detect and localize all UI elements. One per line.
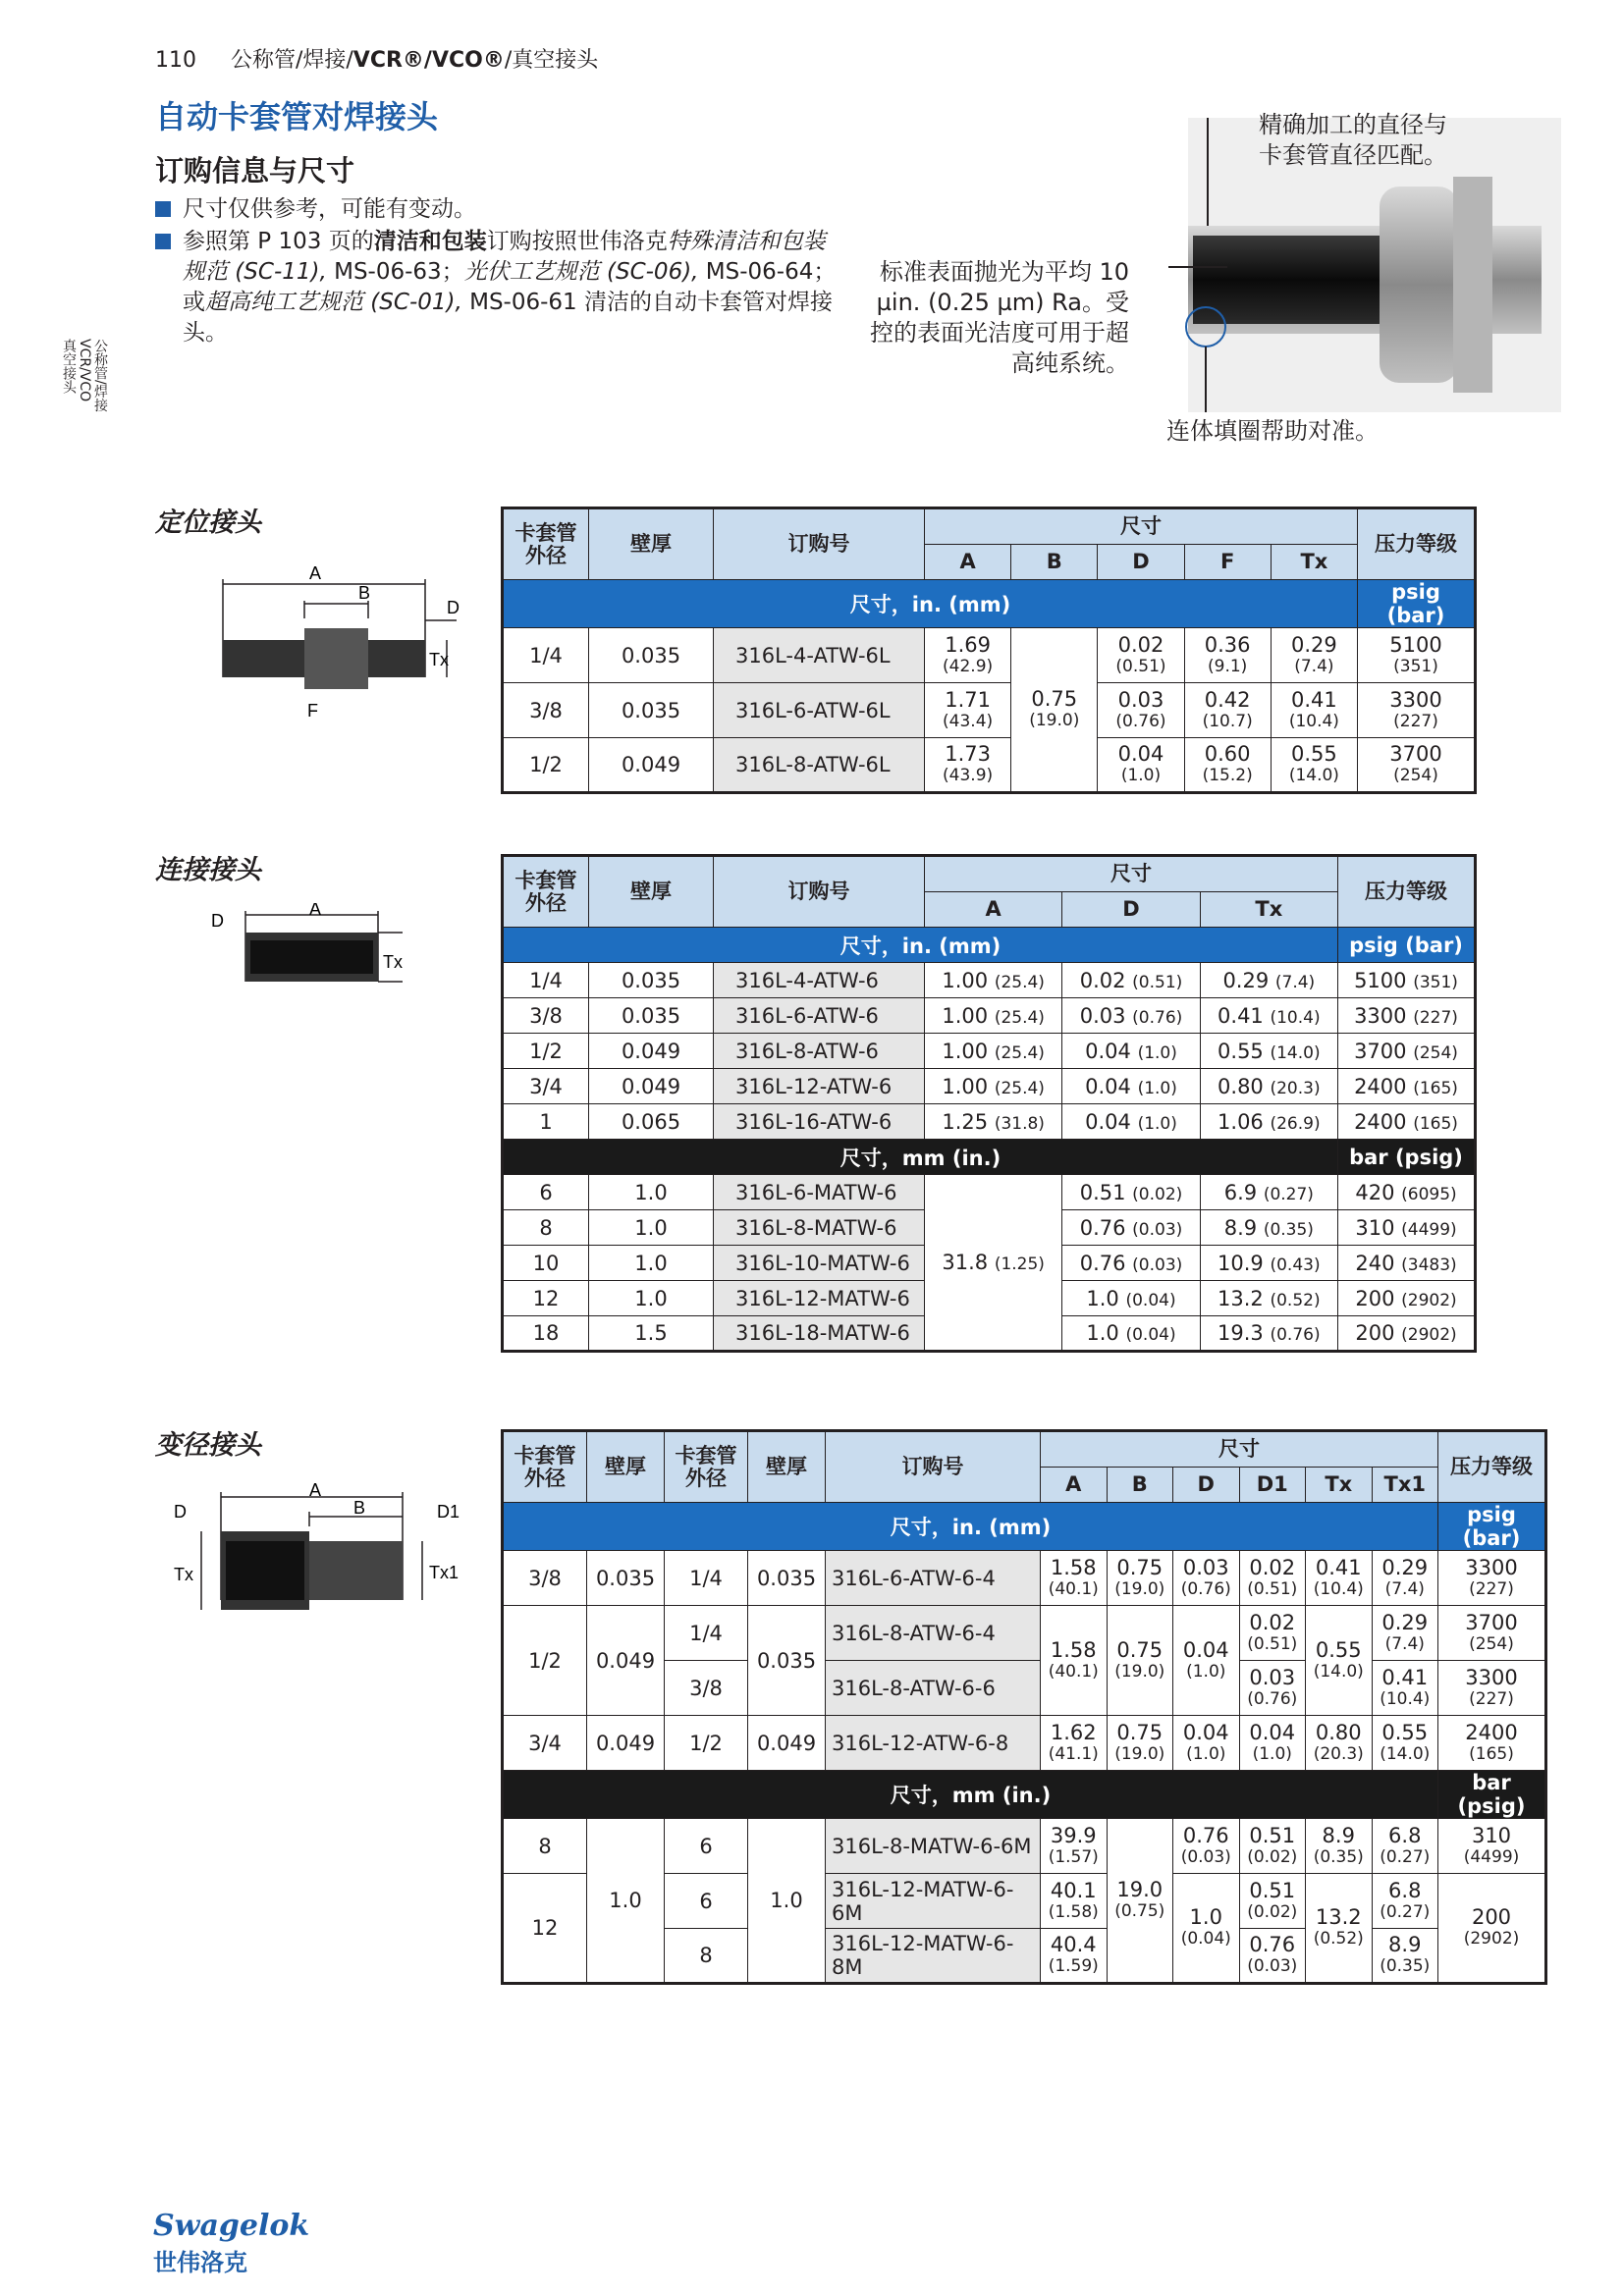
dim-tx-label: Tx <box>383 952 403 972</box>
table-row: 3/8 0.035 1/4 0.035 316L-6-ATW-6-4 1.58 (40.1) 0.75 (19.0) 0.03 (0.76) 0.02 (0.51) 0.41 (10.4) 0.29 (7.4) 3300 (227) <box>503 1551 1546 1606</box>
union-table: 卡套管外径 壁厚 订购号 尺寸 压力等级 A D Tx 尺寸，in. (mm) psig (bar) 1/4 0.035 316L-4-ATW-6 1.00 (25.4) 0.02 (0.51) 0.29 (7.4) 5100 (351) 3/8 0.035 316L-6-ATW-6 1.00 (25.4) 0.03 (0.76) 0.41 (10.4) 3300 (227) 1/2 0.049 316L-8-ATW-6 1.00 (25.4) 0.04 (1.0) 0.55 (14.0) 3700 (254) 3/4 0.049 316L-12-ATW-6 1.00 (25.4) 0.04 (1.0) 0.80 (20.3) 2400 (165) 1 0.065 316L-16-ATW-6 1.25 (31.8) 0.04 (1.0) 1.06 (26.9) 2400 (165) 尺寸，mm (in.) bar (psig) 6 1.0 316L-6-MATW-6 31.8 (1.25) 0.51 (0.02) 6.9 (0.27) 420 (6095) 8 1.0 316L-8-MATW-6 0.76 (0.03) 8.9 (0.35) 310 (4499) 10 1.0 316L-10-MATW-6 0.76 (0.03) 10.9 (0.43) 240 (3483) 12 1.0 316L-12-MATW-6 1.0 (0.04) 13.2 (0.52) 200 (2902) 18 1.5 316L-18-MATW-6 1.0 (0.04) 19.3 (0.76) 200 (2902) <box>501 854 1477 1353</box>
dim-tx1-label: Tx1 <box>429 1563 460 1582</box>
table-row: 1/2 0.049 316L-8-ATW-6L 1.73 (43.9) 0.04 (1.0) 0.60 (15.2) 0.55 (14.0) 3700 (254) <box>503 738 1476 793</box>
brand-logo: Swagelok 世伟洛克 <box>153 2209 310 2276</box>
table-row: 3/8 0.035 316L-6-ATW-6L 1.71 (43.4) 0.03 (0.76) 0.42 (10.7) 0.41 (10.4) 3300 (227) <box>503 683 1476 738</box>
col-part: 订购号 <box>714 508 925 580</box>
section-subtitle: 订购信息与尺寸 <box>155 154 355 187</box>
bullet-square-icon <box>155 234 171 249</box>
dim-a-label: A <box>309 563 322 583</box>
section-title-reducer: 变径接头 <box>155 1430 261 1461</box>
table-row: 12 6 316L-12-MATW-6-6M 40.1 (1.58) 1.0 (0.04) 0.51 (0.02) 13.2 (0.52) 6.8 (0.27) 200 (2902) <box>503 1874 1546 1929</box>
bullet-square-icon <box>155 201 171 217</box>
dim-d-label: D <box>211 911 224 931</box>
note-text: 参照第 P 103 页的清洁和包装订购按照世伟洛克特殊清洁和包装规范 (SC-11), MS-06-63；光伏工艺规范 (SC-06), MS-06-64；或超高纯工艺规范 (SC-01), MS-06-61 清洁的自动卡套管对焊接头。 <box>183 229 837 346</box>
dim-f-label: F <box>307 701 318 721</box>
page-number: 110 <box>155 48 196 73</box>
dim-a-label: A <box>309 1482 322 1500</box>
col-od: 卡套管外径 <box>503 508 589 580</box>
col-dims: 尺寸 <box>925 508 1358 545</box>
header-section-bold: VCR®/VCO® <box>352 48 505 73</box>
dim-d1-label: D1 <box>437 1502 460 1522</box>
table-row: 1 0.065 316L-16-ATW-6 1.25 (31.8) 0.04 (1.0) 1.06 (26.9) 2400 (165) <box>503 1104 1476 1140</box>
locator-diagram <box>201 560 476 726</box>
page-header <box>155 43 598 74</box>
union-diagram <box>206 903 422 1001</box>
section-title-locator: 定位接头 <box>155 507 261 538</box>
sidebar-label <box>29 339 108 427</box>
sidebar-line: VCR/VCO <box>77 339 92 402</box>
table-row: 3/8 316L-8-ATW-6-6 0.03 (0.76) 0.41 (10.4) 3300 (227) <box>503 1661 1546 1716</box>
section-title-union: 连接接头 <box>155 855 261 885</box>
table-row: 1/2 0.049 316L-8-ATW-6 1.00 (25.4) 0.04 (1.0) 0.55 (14.0) 3700 (254) <box>503 1034 1476 1069</box>
callout-collar: 连体填圈帮助对准。 <box>1166 417 1379 445</box>
dim-b-label: B <box>358 583 371 603</box>
unit-bar-pressure: psig (bar) <box>1358 580 1476 628</box>
dim-d-label: D <box>174 1502 187 1522</box>
table-row: 12 1.0 316L-12-MATW-6 1.0 (0.04) 13.2 (0.52) 200 (2902) <box>503 1281 1476 1316</box>
dim-tx-label: Tx <box>174 1565 193 1584</box>
notes-list <box>155 194 842 348</box>
reducer-diagram <box>172 1482 486 1629</box>
table-row: 8 1.0 6 1.0 316L-8-MATW-6-6M 39.9 (1.57) 19.0 (0.75) 0.76 (0.03) 0.51 (0.02) 8.9 (0.35) 6.8 (0.27) 310 (4499) <box>503 1819 1546 1874</box>
callout-surface: 标准表面抛光为平均 10 µin. (0.25 µm) Ra。受控的表面光洁度可用于超高纯系统。 <box>870 258 1129 377</box>
page-title: 自动卡套管对焊接头 <box>155 98 439 135</box>
table-row: 3/4 0.049 316L-12-ATW-6 1.00 (25.4) 0.04 (1.0) 0.80 (20.3) 2400 (165) <box>503 1069 1476 1104</box>
header-section-tail: /真空接头 <box>504 48 599 73</box>
table-row: 1/2 0.049 1/4 0.035 316L-8-ATW-6-4 1.58 (40.1) 0.75 (19.0) 0.04 (1.0) 0.02 (0.51) 0.55 (14.0) 0.29 (7.4) 3700 (254) <box>503 1606 1546 1661</box>
table-row: 3/8 0.035 316L-6-ATW-6 1.00 (25.4) 0.03 (0.76) 0.41 (10.4) 3300 (227) <box>503 998 1476 1034</box>
table-row: 8 1.0 316L-8-MATW-6 0.76 (0.03) 8.9 (0.35) 310 (4499) <box>503 1210 1476 1246</box>
table-row: 1/4 0.035 316L-4-ATW-6 1.00 (25.4) 0.02 (0.51) 0.29 (7.4) 5100 (351) <box>503 963 1476 998</box>
table-row: 18 1.5 316L-18-MATW-6 1.0 (0.04) 19.3 (0.76) 200 (2902) <box>503 1316 1476 1352</box>
unit-bar: 尺寸，in. (mm) <box>503 580 1358 628</box>
table-row: 3/4 0.049 1/2 0.049 316L-12-ATW-6-8 1.62 (41.1) 0.75 (19.0) 0.04 (1.0) 0.04 (1.0) 0.80 (20.3) 0.55 (14.0) 2400 (165) <box>503 1716 1546 1771</box>
col-pressure: 压力等级 <box>1358 508 1476 580</box>
dim-a-label: A <box>309 903 322 919</box>
dim-b-label: B <box>353 1498 366 1518</box>
header-section: 公称管/焊接/ <box>230 48 353 73</box>
table-row: 1/4 0.035 316L-4-ATW-6L 1.69 (42.9) 0.75 (19.0) 0.02 (0.51) 0.36 (9.1) 0.29 (7.4) 5100 (351) <box>503 628 1476 683</box>
col-wall: 壁厚 <box>589 508 714 580</box>
note-item <box>155 227 842 348</box>
note-item <box>155 194 842 225</box>
sidebar-line: 公称管/焊接 <box>92 339 108 412</box>
table-row: 8 316L-12-MATW-6-8M 40.4 (1.59) 0.76 (0.03) 8.9 (0.35) <box>503 1929 1546 1984</box>
callout-diameter: 精确加工的直径与卡套管直径匹配。 <box>1259 111 1447 169</box>
table-row: 6 1.0 316L-6-MATW-6 31.8 (1.25) 0.51 (0.02) 6.9 (0.27) 420 (6095) <box>503 1175 1476 1210</box>
note-text: 尺寸仅供参考，可能有变动。 <box>183 196 476 222</box>
dim-d-label: D <box>447 598 460 617</box>
locator-table: 卡套管外径 壁厚 订购号 尺寸 压力等级 A B D F Tx 尺寸，in. (mm) psig (bar) 1/4 0.035 316L-4-ATW-6L 1.69 (42.9) 0.75 (19.0) 0.02 (0.51) 0.36 (9.1) 0.29 (7.4) 5100 (351) 3/8 0.035 316L-6-ATW-6L 1.71 (43.4) 0.03 (0.76) 0.42 (10.7) 0.41 (10.4) 3300 (227) 1/2 0.049 316L-8-ATW-6L 1.73 (43.9) 0.04 (1.0) 0.60 (15.2) 0.55 (14.0) 3700 (254) <box>501 507 1477 794</box>
table-row: 10 1.0 316L-10-MATW-6 0.76 (0.03) 10.9 (0.43) 240 (3483) <box>503 1246 1476 1281</box>
sidebar-line: 真空接头 <box>61 339 77 394</box>
dim-tx-label: Tx <box>429 650 449 669</box>
reducer-table: 卡套管外径 壁厚 卡套管外径 壁厚 订购号 尺寸 压力等级 A B D D1 Tx Tx1 尺寸，in. (mm) psig (bar) 3/8 0.035 1/4 0.035 316L-6-ATW-6-4 1.58 (40.1) 0.75 (19.0) 0.03 (0.76) 0.02 (0.51) 0.41 (10.4) 0.29 (7.4) 3300 (227) 1/2 0.049 1/4 0.035 316L-8-ATW-6-4 1.58 (40.1) 0.75 (19.0) 0.04 (1.0) 0.02 (0.51) 0.55 (14.0) 0.29 (7.4) 3700 (254) 3/8 316L-8-ATW-6-6 0.03 (0.76) 0.41 (10.4) 3300 (227) 3/4 0.049 1/2 0.049 316L-12-ATW-6-8 1.62 (41.1) 0.75 (19.0) 0.04 (1.0) 0.04 (1.0) 0.80 (20.3) 0.55 (14.0) 2400 (165) 尺寸，mm (in.) bar (psig) 8 1.0 6 1.0 316L-8-MATW-6-6M 39.9 (1.57) 19.0 (0.75) 0.76 (0.03) 0.51 (0.02) 8.9 (0.35) 6.8 (0.27) 310 (4499) 12 6 316L-12-MATW-6-6M 40.1 (1.58) 1.0 (0.04) 0.51 (0.02) 13.2 (0.52) 6.8 (0.27) 200 (2902) 8 316L-12-MATW-6-8M 40.4 (1.59) 0.76 (0.03) 8.9 (0.35) <box>501 1429 1547 1985</box>
